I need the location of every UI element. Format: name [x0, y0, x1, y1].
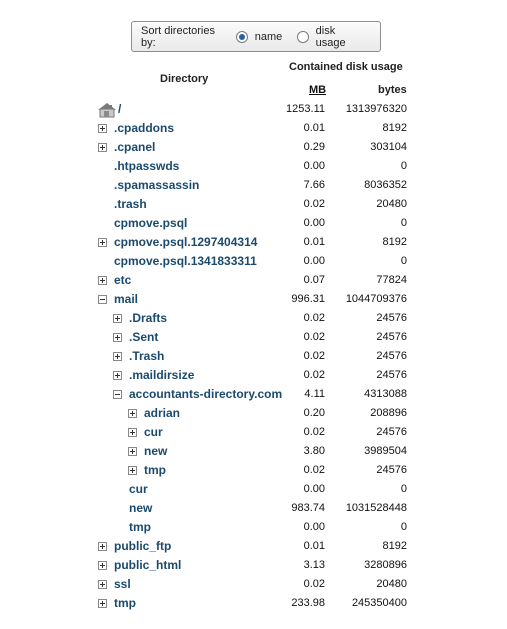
directory-row	[0, 157, 507, 176]
bytes-value: 0	[400, 160, 407, 172]
expand-icon[interactable]	[98, 561, 107, 570]
directory-link[interactable]: .spamassassin	[114, 178, 200, 192]
directory-row	[0, 233, 507, 252]
expand-icon[interactable]	[98, 276, 107, 285]
root-directory-link[interactable]: /	[118, 102, 122, 116]
directory-row	[0, 385, 507, 404]
directory-row	[0, 214, 507, 233]
sort-by-name-option[interactable]	[236, 31, 283, 43]
directory-row	[0, 252, 507, 271]
directory-link[interactable]: etc	[114, 273, 132, 287]
mb-value: 233.98	[291, 597, 325, 609]
directory-row	[0, 480, 507, 499]
bytes-value: 245350400	[351, 597, 407, 609]
directory-link[interactable]: .trash	[114, 197, 147, 211]
directory-row	[0, 328, 507, 347]
bytes-value: 24576	[376, 426, 407, 438]
sort-by-disk-usage-option[interactable]	[297, 25, 365, 49]
directory-link[interactable]: adrian	[144, 406, 181, 420]
directory-column-header: Directory	[160, 73, 209, 85]
mb-value: 3.80	[303, 445, 325, 457]
directory-row	[0, 138, 507, 157]
mb-value: 0.02	[303, 331, 325, 343]
expand-icon[interactable]	[128, 428, 137, 437]
disk-usage-column-header: Contained disk usage	[289, 61, 403, 73]
directory-link[interactable]: .Sent	[129, 330, 159, 344]
sort-options-box	[131, 21, 381, 52]
directory-link[interactable]: .maildirsize	[129, 368, 195, 382]
expand-icon[interactable]	[113, 352, 122, 361]
sort-by-name-radio[interactable]	[236, 31, 248, 43]
mb-value: 0.02	[303, 464, 325, 476]
mb-value: 0.07	[303, 274, 325, 286]
directory-link[interactable]: cpmove.psql.1341833311	[114, 254, 257, 268]
directory-link[interactable]: new	[144, 444, 168, 458]
expand-icon[interactable]	[98, 124, 107, 133]
bytes-value: 0	[400, 483, 407, 495]
directory-link[interactable]: public_html	[114, 558, 182, 572]
bytes-value: 8036352	[364, 179, 407, 191]
root-mb-value: 1253.11	[286, 103, 325, 115]
directory-link[interactable]: cpmove.psql	[114, 216, 188, 230]
mb-value: 0.01	[303, 540, 325, 552]
mb-value: 0.20	[303, 407, 325, 419]
mb-value: 3.13	[303, 559, 325, 571]
home-folder-icon[interactable]	[97, 102, 117, 118]
directory-link[interactable]: cur	[144, 425, 163, 439]
directory-link[interactable]: new	[129, 501, 153, 515]
directory-link[interactable]: accountants-directory.com	[129, 387, 283, 401]
directory-link[interactable]: ssl	[114, 577, 131, 591]
directory-link[interactable]: cur	[129, 482, 148, 496]
expand-icon[interactable]	[128, 466, 137, 475]
bytes-value: 24576	[376, 331, 407, 343]
bytes-value: 208896	[370, 407, 407, 419]
bytes-value: 8192	[382, 236, 407, 248]
directory-link[interactable]: .Drafts	[129, 311, 168, 325]
mb-value: 0.01	[303, 236, 325, 248]
expand-icon[interactable]	[98, 542, 107, 551]
directory-row	[0, 347, 507, 366]
expand-icon[interactable]	[128, 447, 137, 456]
root-directory-row	[0, 100, 507, 119]
bytes-value: 1044709376	[345, 293, 407, 305]
directory-row	[0, 499, 507, 518]
mb-value: 4.11	[304, 388, 325, 400]
mb-value: 7.66	[303, 179, 325, 191]
mb-value: 0.01	[303, 122, 325, 134]
sort-by-disk-usage-label: disk usage	[315, 24, 346, 49]
directory-row	[0, 176, 507, 195]
directory-link[interactable]: cpmove.psql.1297404314	[114, 235, 258, 249]
directory-row	[0, 575, 507, 594]
mb-value: 0.02	[303, 578, 325, 590]
expand-icon[interactable]	[98, 238, 107, 247]
bytes-value: 8192	[382, 540, 407, 552]
directory-row	[0, 309, 507, 328]
mb-value: 0.00	[303, 160, 325, 172]
directory-row	[0, 404, 507, 423]
bytes-value: 303104	[370, 141, 407, 153]
mb-value: 0.00	[303, 483, 325, 495]
sort-by-name-label: name	[254, 30, 283, 43]
expand-icon[interactable]	[98, 143, 107, 152]
mb-value: 0.29	[303, 141, 325, 153]
bytes-value: 0	[400, 217, 407, 229]
bytes-value: 4313088	[364, 388, 407, 400]
directory-row	[0, 271, 507, 290]
bytes-value: 3280896	[364, 559, 407, 571]
bytes-value: 8192	[382, 122, 407, 134]
directory-row	[0, 119, 507, 138]
directory-row	[0, 195, 507, 214]
directory-link[interactable]: mail	[114, 292, 139, 306]
bytes-value: 24576	[376, 369, 407, 381]
directory-link[interactable]: .Trash	[129, 349, 165, 363]
directory-row	[0, 461, 507, 480]
directory-row	[0, 537, 507, 556]
bytes-value: 77824	[376, 274, 407, 286]
expand-icon[interactable]	[128, 409, 137, 418]
expand-icon[interactable]	[113, 333, 122, 342]
bytes-value: 24576	[376, 312, 407, 324]
mb-value: 0.02	[303, 350, 325, 362]
directory-link[interactable]: public_ftp	[114, 539, 172, 553]
collapse-icon[interactable]	[113, 390, 122, 399]
mb-value: 0.00	[303, 217, 325, 229]
bytes-value: 24576	[376, 464, 407, 476]
bytes-value: 24576	[376, 350, 407, 362]
directory-row	[0, 366, 507, 385]
directory-row	[0, 518, 507, 537]
collapse-icon[interactable]	[98, 295, 107, 304]
bytes-value: 0	[400, 255, 407, 267]
mb-value: 0.02	[303, 369, 325, 381]
mb-value: 0.02	[303, 426, 325, 438]
bytes-value: 1031528448	[345, 502, 407, 514]
expand-icon[interactable]	[98, 580, 107, 589]
bytes-value: 20480	[376, 198, 407, 210]
mb-value: 996.31	[291, 293, 325, 305]
directory-row	[0, 594, 507, 613]
directory-row	[0, 442, 507, 461]
mb-value: 0.02	[303, 198, 325, 210]
directory-link[interactable]: tmp	[114, 596, 136, 610]
directory-row	[0, 556, 507, 575]
expand-icon[interactable]	[113, 314, 122, 323]
directory-link[interactable]: .htpasswds	[114, 159, 180, 173]
expand-icon[interactable]	[98, 599, 107, 608]
bytes-value: 3989504	[364, 445, 407, 457]
bytes-value: 0	[400, 521, 407, 533]
bytes-column-header: bytes	[378, 84, 407, 96]
mb-column-header[interactable]: MB	[309, 84, 327, 96]
bytes-value: 20480	[376, 578, 407, 590]
directory-link[interactable]: tmp	[129, 520, 151, 534]
sort-by-disk-usage-radio[interactable]	[297, 31, 308, 43]
sort-label: Sort directories by:	[141, 24, 215, 49]
mb-value: 0.00	[303, 255, 325, 267]
mb-value: 0.02	[303, 312, 325, 324]
directory-link[interactable]: .cpanel	[114, 140, 156, 154]
directory-row	[0, 290, 507, 309]
expand-icon[interactable]	[113, 371, 122, 380]
mb-value: 0.00	[303, 521, 325, 533]
directory-link[interactable]: tmp	[144, 463, 166, 477]
directory-row	[0, 423, 507, 442]
root-bytes-value: 1313976320	[345, 103, 407, 115]
mb-value: 983.74	[291, 502, 325, 514]
directory-link[interactable]: .cpaddons	[114, 121, 175, 135]
